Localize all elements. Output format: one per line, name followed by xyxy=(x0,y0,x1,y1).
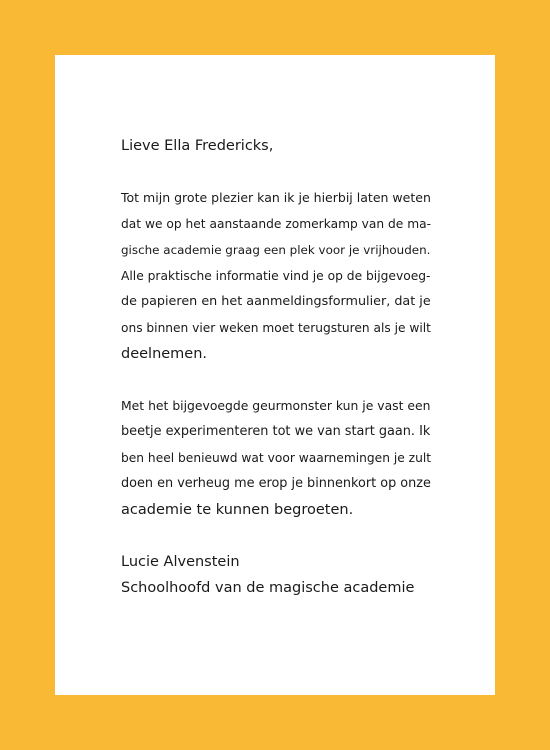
paragraph-1-line: deelnemen. xyxy=(121,346,208,362)
signature-block xyxy=(121,549,431,601)
letter-body xyxy=(121,133,431,601)
signature-title: Schoolhoofd van de magische academie xyxy=(121,580,415,596)
salutation xyxy=(121,133,431,159)
paragraph-2-line: ben heel benieuwd wat voor waarnemingen je zult xyxy=(121,451,432,465)
signature-name: Lucie Alvenstein xyxy=(121,554,240,570)
paragraph-1-line: Alle praktische informatie vind je op de bijgevoeg- xyxy=(121,269,431,283)
paragraph-1-line: Tot mijn grote plezier kan ik je hierbij laten weten xyxy=(121,190,431,205)
paragraph-1-line: dat we op het aanstaande zomerkamp van de ma- xyxy=(121,217,432,231)
paragraph-2-line: Met het bijgevoegde geurmonster kun je vast een xyxy=(121,399,431,413)
paragraph-1-line: gische academie graag een plek voor je vrijhouden. xyxy=(121,243,431,257)
paragraph-1-line: de papieren en het aanmeldingsformulier, dat je xyxy=(121,294,431,309)
paragraph-1-line: ons binnen vier weken moet terugsturen als je wilt xyxy=(121,321,431,335)
paragraph-2-line: academie te kunnen begroeten. xyxy=(121,502,354,518)
letter-card xyxy=(55,55,495,695)
salutation-text: Lieve Ella Fredericks, xyxy=(121,138,274,154)
paragraph-1 xyxy=(121,185,431,367)
paragraph-2-line: doen en verheug me erop je binnenkort op onze xyxy=(121,476,431,491)
paragraph-2-line: beetje experimenteren tot we van start gaan. Ik xyxy=(121,424,431,439)
paragraph-2 xyxy=(121,393,431,523)
